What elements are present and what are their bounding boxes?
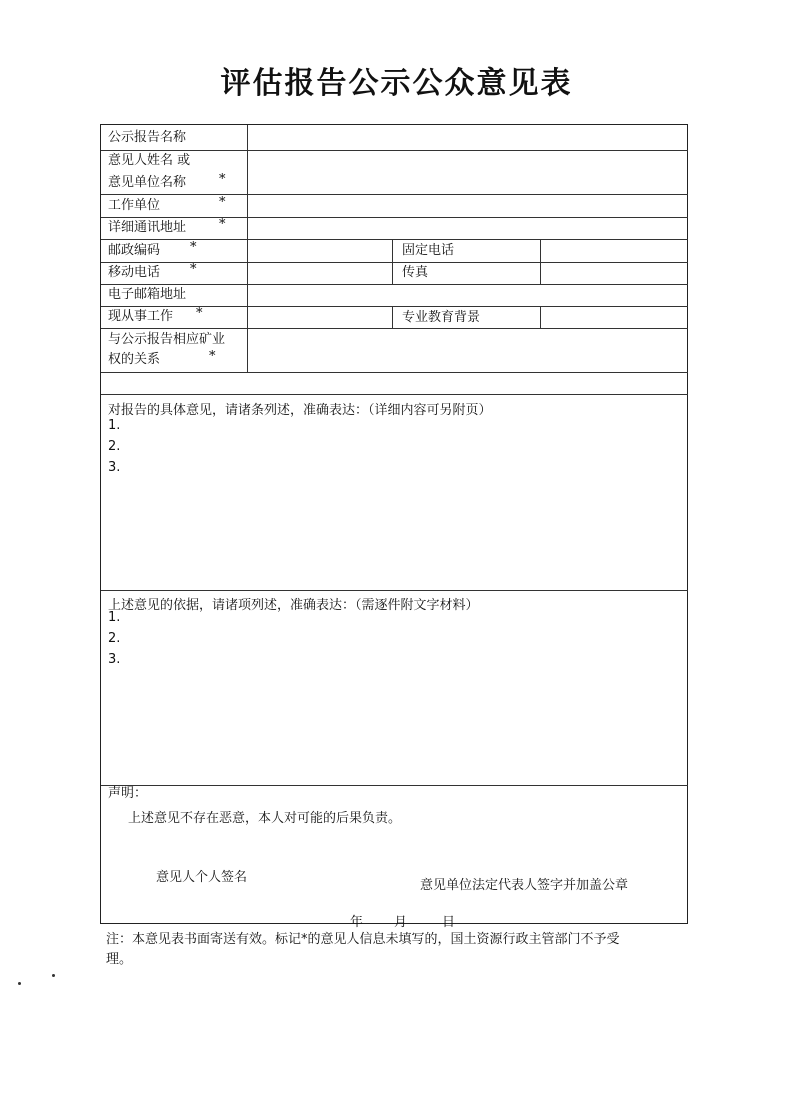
label-postcode: 邮政编码 (108, 243, 161, 258)
unit-signature-label: 意见单位法定代表人签字并加盖公章 (420, 878, 629, 893)
opinion-item-3: 3. (108, 460, 121, 475)
label-address: 详细通讯地址 (108, 220, 187, 235)
education-field[interactable] (541, 307, 688, 328)
row-divider (101, 785, 688, 786)
label-relation-line1: 与公示报告相应矿业 (108, 332, 226, 347)
label-work-unit: 工作单位 (108, 198, 161, 213)
required-star: * (219, 217, 226, 232)
label-fax: 传真 (402, 265, 429, 280)
required-star: * (209, 349, 216, 364)
email-field[interactable] (248, 285, 688, 306)
required-star: * (190, 262, 197, 277)
label-mobile: 移动电话 (108, 265, 161, 280)
form-title: 评估报告公示公众意见表 (220, 66, 573, 101)
name-field[interactable] (248, 151, 688, 194)
blank-row[interactable] (101, 373, 688, 394)
basis-item-3: 3. (108, 652, 121, 667)
fax-field[interactable] (541, 263, 688, 284)
row-divider (101, 590, 688, 591)
work-unit-field[interactable] (248, 195, 688, 217)
column-divider (392, 239, 393, 284)
basis-item-1: 1. (108, 610, 121, 625)
label-education: 专业教育背景 (402, 310, 481, 325)
required-star: * (190, 240, 197, 255)
label-email: 电子邮箱地址 (108, 287, 187, 302)
label-landline: 固定电话 (402, 243, 455, 258)
current-work-field[interactable] (248, 307, 392, 328)
opinion-item-2: 2. (108, 439, 121, 454)
declaration-text: 上述意见不存在恶意，本人对可能的后果负责。 (128, 811, 402, 826)
label-report-name: 公示报告名称 (108, 130, 187, 145)
required-star: * (196, 306, 203, 321)
column-divider (392, 306, 393, 328)
personal-signature-label: 意见人个人签名 (156, 870, 248, 885)
required-star: * (219, 195, 226, 210)
address-field[interactable] (248, 218, 688, 239)
date-month: 月 (394, 915, 408, 930)
label-name-line1: 意见人姓名 或 (108, 153, 191, 168)
scan-speck (52, 974, 55, 977)
basis-textarea[interactable] (101, 672, 688, 783)
required-star: * (219, 172, 226, 187)
label-name-line2: 意见单位名称 (108, 175, 187, 190)
relation-field[interactable] (248, 329, 688, 372)
label-relation-line2: 权的关系 (108, 352, 161, 367)
report-name-field[interactable] (248, 125, 688, 150)
landline-field[interactable] (541, 240, 688, 262)
date-year: 年 (350, 915, 364, 930)
opinion-item-1: 1. (108, 418, 121, 433)
date-day: 日 (442, 915, 456, 930)
opinion-textarea[interactable] (101, 480, 688, 588)
declaration-label: 声明： (108, 786, 148, 801)
postcode-field[interactable] (248, 240, 392, 262)
scan-speck (18, 982, 21, 985)
note-line1: 注：本意见表书面寄送有效。标记*的意见人信息未填写的，国土资源行政主管部门不予受 (106, 932, 620, 947)
row-divider (101, 394, 688, 395)
note-line2: 理。 (106, 952, 133, 967)
basis-item-2: 2. (108, 631, 121, 646)
label-current-work: 现从事工作 (108, 309, 174, 324)
basis-heading: 上述意见的依据，请诸项列述，准确表达：（需逐件附文字材料） (108, 598, 479, 613)
opinion-heading: 对报告的具体意见，请诸条列述，准确表达：（详细内容可另附页） (108, 403, 492, 418)
mobile-field[interactable] (248, 263, 392, 284)
